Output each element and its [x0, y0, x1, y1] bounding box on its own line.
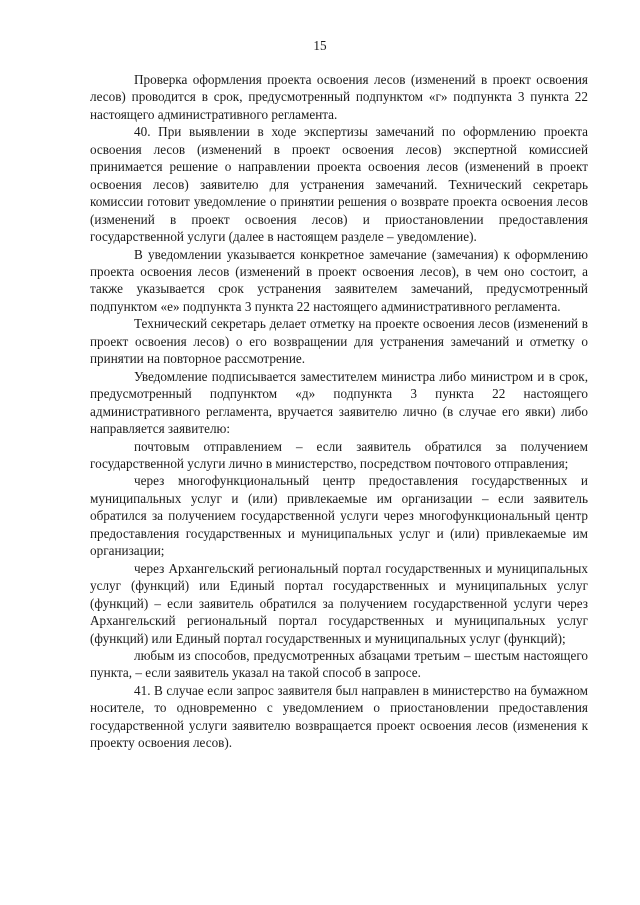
list-item-mfc: через многофункциональный центр предоставления государственных и муниципальных услуг и (или) привлекаемые им организации – если заявитель обратился за получением государственной услуги через многофункциональный центр предоставления государственных и муниципальных услуг и (или) привлекаемые им организации; [90, 473, 588, 559]
page-number: 15 [313, 38, 327, 53]
list-item-portal: через Архангельский региональный портал государственных и муниципальных услуг (функций) или Единый портал государственных и муниципальных услуг (функций) – если заявитель обратился за получением государственной услуги через Архангельский региональный портал государственных и муниципальных услуг (функций) или Единый портал государственных и муниципальных услуг (функций); [90, 560, 588, 646]
list-item-post: почтовым отправлением – если заявитель обратился за получением государственной услуги лично в министерство, посредством почтового отправления; [90, 438, 588, 471]
paragraph-notice-signing: Уведомление подписывается заместителем министра либо министром и в срок, предусмотренный подпунктом «д» подпункта 3 пункта 22 настоящего административного регламента, вручается заявителю лично (в случае его явки) либо направляется заявителю: [90, 368, 588, 437]
paragraph-review-period: Проверка оформления проекта освоения лесов (изменений в проект освоения лесов) проводится в срок, предусмотренный подпунктом «г» подпункта 3 пункта 22 настоящего административного регламента. [90, 72, 588, 122]
paragraph-secretary-mark: Технический секретарь делает отметку на проекте освоения лесов (изменений в проект освоения лесов) о его возвращении для устранения замечаний и отметку о принятии на повторное рассмотрение. [90, 316, 588, 367]
paragraph-41-paper-request: 41. В случае если запрос заявителя был направлен в министерство на бумажном носителе, то одновременно с уведомлением о приостановлении предоставления государственной услуги заявителю возвращается проект освоения лесов (изменения к проекту освоения лесов). [90, 682, 588, 751]
paragraph-notice-content: В уведомлении указывается конкретное замечание (замечания) к оформлению проекта освоения лесов (изменений в проект освоения лесов), в чем оно состоит, а также указывается срок устранения заявителем замечаний, предусмотренный подпунктом «е» подпункта 3 пункта 22 настоящего административного регламента. [90, 246, 588, 314]
list-item-any-method: любым из способов, предусмотренных абзацами третьим – шестым настоящего пункта, – если заявитель указал на такой способ в запросе. [90, 647, 588, 681]
document-body [90, 71, 588, 752]
paragraph-40-remarks: 40. При выявлении в ходе экспертизы замечаний по оформлению проекта освоения лесов (изменений в проект освоения лесов) экспертной комиссией принимается решение о направлении проекта освоения лесов (изменений в проект освоения лесов) заявителю для устранения замечаний. Технический секретарь комиссии готовит уведомление о принятии решения о возврате проекта освоения лесов (изменений в проект освоения лесов) и приостановлении предоставления государственной услуги (далее в настоящем разделе – уведомление). [90, 124, 588, 245]
